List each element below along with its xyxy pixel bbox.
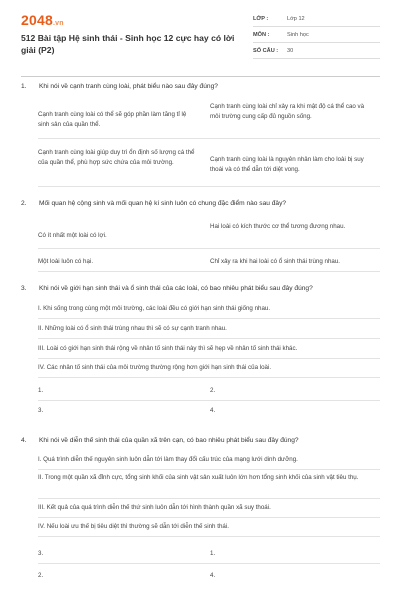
answer-option[interactable]: Cạnh tranh cùng loài chỉ xảy ra khi mật độ cá thể cao và môi trường cung cấp đủ nguồn sống. — [210, 103, 365, 120]
question-stem — [21, 284, 380, 293]
statement: I. Khi sống trong cùng một môi trường, các loài đều có giới hạn sinh thái giống nhau. — [38, 305, 271, 312]
option-divider — [38, 138, 380, 139]
question-number: 3. — [21, 285, 27, 292]
logo-tld: .vn — [52, 20, 64, 27]
meta-row-subject — [253, 28, 380, 43]
answer-option[interactable]: 1. — [210, 550, 216, 557]
question-stem — [21, 82, 380, 91]
answer-option[interactable]: 3. — [38, 407, 44, 414]
answer-option[interactable]: Một loài luôn có hại. — [38, 258, 94, 265]
question-stem — [21, 436, 380, 445]
question-1 — [21, 82, 380, 192]
option-divider — [38, 400, 380, 401]
answer-option[interactable]: 4. — [210, 572, 216, 579]
question-stem — [21, 199, 380, 208]
answer-option[interactable]: 2. — [38, 572, 44, 579]
question-3 — [21, 284, 380, 424]
statement-divider — [38, 469, 380, 470]
document-title: 512 Bài tập Hệ sinh thái - Sinh học 12 cực hay có lời giải (P2) — [21, 33, 235, 55]
logo-text: 2048 — [21, 12, 53, 28]
question-2 — [21, 199, 380, 279]
option-divider — [38, 563, 380, 564]
statement: III. Loài có giới hạn sinh thái rộng về nhân tố sinh thái này thì sẽ hẹp về nhân tố sinh thái khác. — [38, 345, 298, 352]
document-meta — [253, 12, 380, 60]
question-text: Mối quan hệ cộng sinh và mối quan hệ kí sinh luôn có chung đặc điểm nào sau đây? — [39, 200, 287, 207]
statement: I. Quá trình diễn thế nguyên sinh luôn dẫn tới làm thay đổi cấu trúc của mạng lưới dinh dưỡng. — [38, 456, 298, 463]
question-text: Khi nói về cạnh tranh cùng loài, phát biểu nào sau đây đúng? — [39, 83, 218, 90]
statement-divider — [38, 338, 380, 339]
statement-divider — [38, 318, 380, 319]
meta-value: Lớp 12 — [287, 16, 305, 22]
answer-option[interactable]: Chỉ xảy ra khi hai loài có ổ sinh thái trùng nhau. — [210, 258, 341, 265]
question-number: 2. — [21, 200, 27, 207]
statement: III. Kết quả của quá trình diễn thế thứ sinh luôn dẫn tới hình thành quần xã suy thoái. — [38, 504, 271, 511]
option-divider — [38, 271, 380, 272]
site-logo[interactable] — [21, 12, 64, 28]
question-number: 1. — [21, 83, 27, 90]
question-4 — [21, 436, 380, 596]
answer-option[interactable]: Cạnh tranh cùng loài giúp duy trì ổn định số lượng cá thể của quần thể, phù hợp sức chứa của môi trường. — [38, 149, 195, 166]
option-divider — [38, 248, 380, 249]
answer-option[interactable]: Cạnh tranh cùng loài có thể sẽ góp phần làm tăng tỉ lệ sinh sản của quần thể. — [38, 111, 187, 128]
question-number: 4. — [21, 437, 27, 444]
statement-divider — [38, 517, 380, 518]
option-divider — [38, 186, 380, 187]
meta-row-class — [253, 12, 380, 27]
meta-row-question-count — [253, 44, 380, 59]
statement-divider — [38, 498, 380, 499]
answer-option[interactable]: Hai loài có kích thước cơ thể tương đương nhau. — [210, 223, 346, 230]
statement-divider — [38, 358, 380, 359]
answer-option[interactable]: 1. — [38, 387, 44, 394]
statement: IV. Các nhân tố sinh thái của môi trường thường rộng hơn giới hạn sinh thái của loài. — [38, 364, 272, 371]
statement: II. Những loài có ổ sinh thái trùng nhau thì sẽ có sự cạnh tranh nhau. — [38, 325, 227, 332]
meta-value: 30 — [287, 48, 294, 54]
answer-option[interactable]: Cạnh tranh cùng loài là nguyên nhân làm cho loài bị suy thoái và có thể dẫn tới diệt vong. — [210, 156, 364, 173]
statement: II. Trong một quần xã đỉnh cực, tổng sinh khối của sinh vật sản xuất luôn lớn hơn tổng sinh khối của sinh vật tiêu thụ. — [38, 474, 359, 481]
meta-value: Sinh học — [287, 32, 309, 38]
question-text: Khi nói về diễn thế sinh thái của quần xã trên cạn, có bao nhiêu phát biểu sau đây đúng? — [39, 437, 299, 444]
meta-key: SỐ CÂU : — [253, 48, 279, 54]
header-divider — [21, 76, 380, 77]
meta-key: MÔN : — [253, 32, 270, 38]
statement: IV. Nếu loài ưu thế bị tiêu diệt thì thường sẽ dẫn tới diễn thế sinh thái. — [38, 523, 229, 530]
document-header — [0, 0, 400, 72]
answer-option[interactable]: 4. — [210, 407, 216, 414]
answer-option[interactable]: Có ít nhất một loài có lợi. — [38, 232, 107, 239]
question-text: Khi nói về giới hạn sinh thái và ổ sinh thái của các loài, có bao nhiêu phát biểu sau đây đúng? — [39, 285, 313, 292]
answer-option[interactable]: 3. — [38, 550, 44, 557]
answer-option[interactable]: 2. — [210, 387, 216, 394]
statement-divider — [38, 536, 380, 537]
statement-divider — [38, 377, 380, 378]
meta-key: LỚP : — [253, 16, 269, 22]
